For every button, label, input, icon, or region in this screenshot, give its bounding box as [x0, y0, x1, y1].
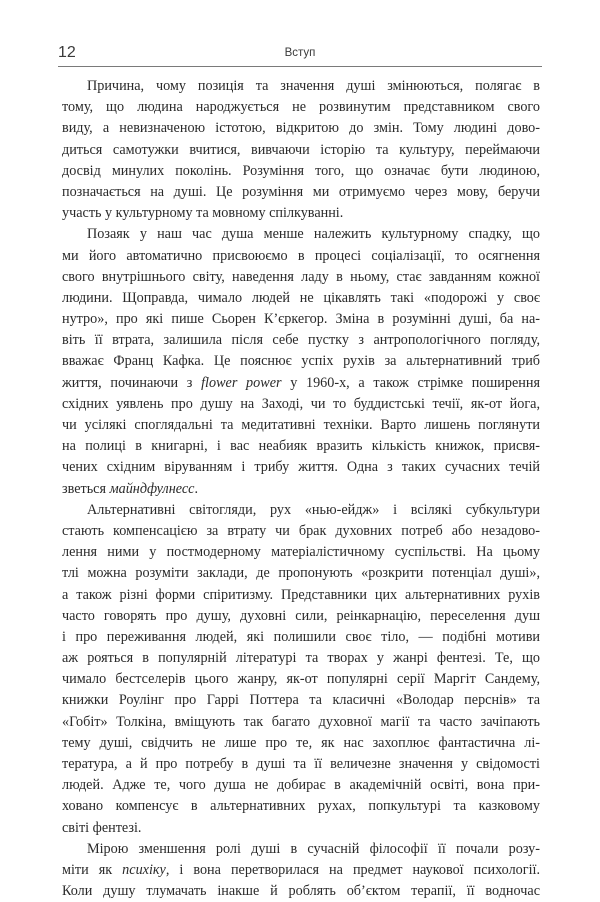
italic-term: психіку	[122, 861, 166, 878]
text-line: аж рояться в популярній літературі та творах у жанрі фентезі. Те, що	[62, 650, 540, 667]
text-line: нутро», про які пише Сьорен К’єркегор. Зміна в розумінні душі, ба на-	[62, 311, 540, 328]
text-line: Позаяк у наш час душа менше належить культурному спадку, що	[87, 226, 540, 243]
text-line: і про переживання людей, які полишили своє тіло, — подібні мотиви	[62, 628, 540, 645]
text-line: тлі можна розуміти заклади, де пропонують «розкрити потенціал душі»,	[62, 565, 540, 582]
text-line: Альтернативні світогляди, рух «нью-ейдж» і всілякі субкультури	[87, 501, 540, 518]
text-line: тература, а й про потребу в душі та її величезне значення у свідомості	[62, 756, 540, 772]
text-line: чених східним віруванням і трибу життя. Одна з таких сучасних течій	[62, 459, 540, 476]
text-line: «Гобіт» Толкіна, вміщують так багато духовної магії та часто зачіпають	[62, 713, 540, 730]
page-number: 12	[58, 44, 76, 61]
italic-term: flower power	[201, 374, 282, 391]
text-line: ховано компенсує в альтернативних рухах, попкультурі та казковому	[62, 798, 540, 815]
paragraph-3	[62, 500, 540, 839]
text-line: світі фентезі.	[62, 819, 142, 836]
text-line	[62, 860, 540, 881]
paragraph-1	[62, 76, 540, 224]
text-line: а також різні форми спіритизму. Представники цих альтернативних рухів	[62, 586, 540, 603]
text-segment: зветься	[62, 480, 110, 497]
text-line: книжки Роулінг про Гаррі Поттера та класичні «Володар перснів» та	[62, 692, 540, 709]
paragraph-2	[62, 224, 540, 499]
italic-term: майндфулнесс	[109, 480, 195, 497]
text-line: диться самотужки вчитися, вивчаючи історію та культуру, переймаючи	[62, 141, 540, 158]
text-line: часто говорять про душу, духовні сили, реінкарнацію, переселення душ	[62, 607, 540, 624]
text-line: віть її втрата, залишила після себе пустку з антропологічного погляду,	[62, 332, 540, 349]
page-header	[58, 46, 542, 67]
text-segment: .	[194, 480, 199, 497]
text-line: вважає Франц Кафка. Це пояснює успіх рухів за альтернативний триб	[62, 353, 540, 370]
text-line: чи усілякі споглядальні та медитативні техніки. Варто лишень поглянути	[62, 417, 540, 433]
text-line: лення ними у постмодерному матеріалістичному суспільстві. На цьому	[62, 544, 540, 561]
text-line: на полиці в книгарні, і вас неабияк вразить кількість книжок, присвя-	[62, 438, 540, 455]
text-segment: життя, починаючи з	[62, 374, 202, 391]
text-line: позначається на душі. Це розуміння ми отримуємо через мову, беручи	[62, 183, 540, 200]
text-line: тому, що людина народжується не розвинутим представником свого	[62, 99, 540, 116]
text-line: тему душі, свідчить не лише про те, як нас захоплює фантастична лі-	[62, 734, 540, 751]
text-line: чимало бестселерів цього жанру, як-от популярні серії Маргіт Сандему,	[62, 671, 540, 688]
text-line: Причина, чому позиція та значення душі змінюються, полягає в	[87, 78, 540, 94]
text-line: людей. Адже те, чого душа не добирає в академічній освіті, вона при-	[62, 777, 540, 794]
text-line: свого внутрішнього світу, наведення ладу в ньому, стає завданням кожної	[62, 268, 540, 285]
text-line: виду, а невизначеною істотою, відкритою до змін. Тому людині дово-	[62, 120, 540, 137]
text-line: ми його автоматично присвоюємо в процесі соціалізації, то осягнення	[62, 247, 540, 264]
running-title: Вступ	[284, 47, 316, 59]
text-line: Коли душу тлумачать інакше й роблять об’єктом терапії, її водночас	[62, 883, 540, 900]
text-segment: у 1960-х, а також стрімке поширення	[281, 374, 541, 391]
text-line: досвід минулих поколінь. Розуміння того, що означає бути людиною,	[62, 162, 540, 179]
text-line: участь у культурному та мовному спілкуванні.	[62, 205, 344, 222]
text-line: стають компенсацією за втрату чи брак духовних потреб або незадово-	[62, 522, 540, 539]
paragraph-4	[62, 839, 540, 902]
text-line: людини. Щоправда, чимало людей не цікавлять такі «подорожі у своє	[62, 289, 540, 306]
text-segment: , і вона перетворилася на предмет наукової психології.	[165, 861, 540, 878]
text-line: східних уявлень про душу на Заході, чи то буддистські течії, як-от йога,	[62, 395, 540, 412]
body-text	[62, 76, 540, 902]
text-line	[62, 479, 540, 500]
text-line	[62, 373, 540, 394]
text-line: Мірою зменшення ролі душі в сучасній філософії її почали розу-	[87, 840, 540, 857]
text-segment: міти як	[62, 861, 123, 878]
